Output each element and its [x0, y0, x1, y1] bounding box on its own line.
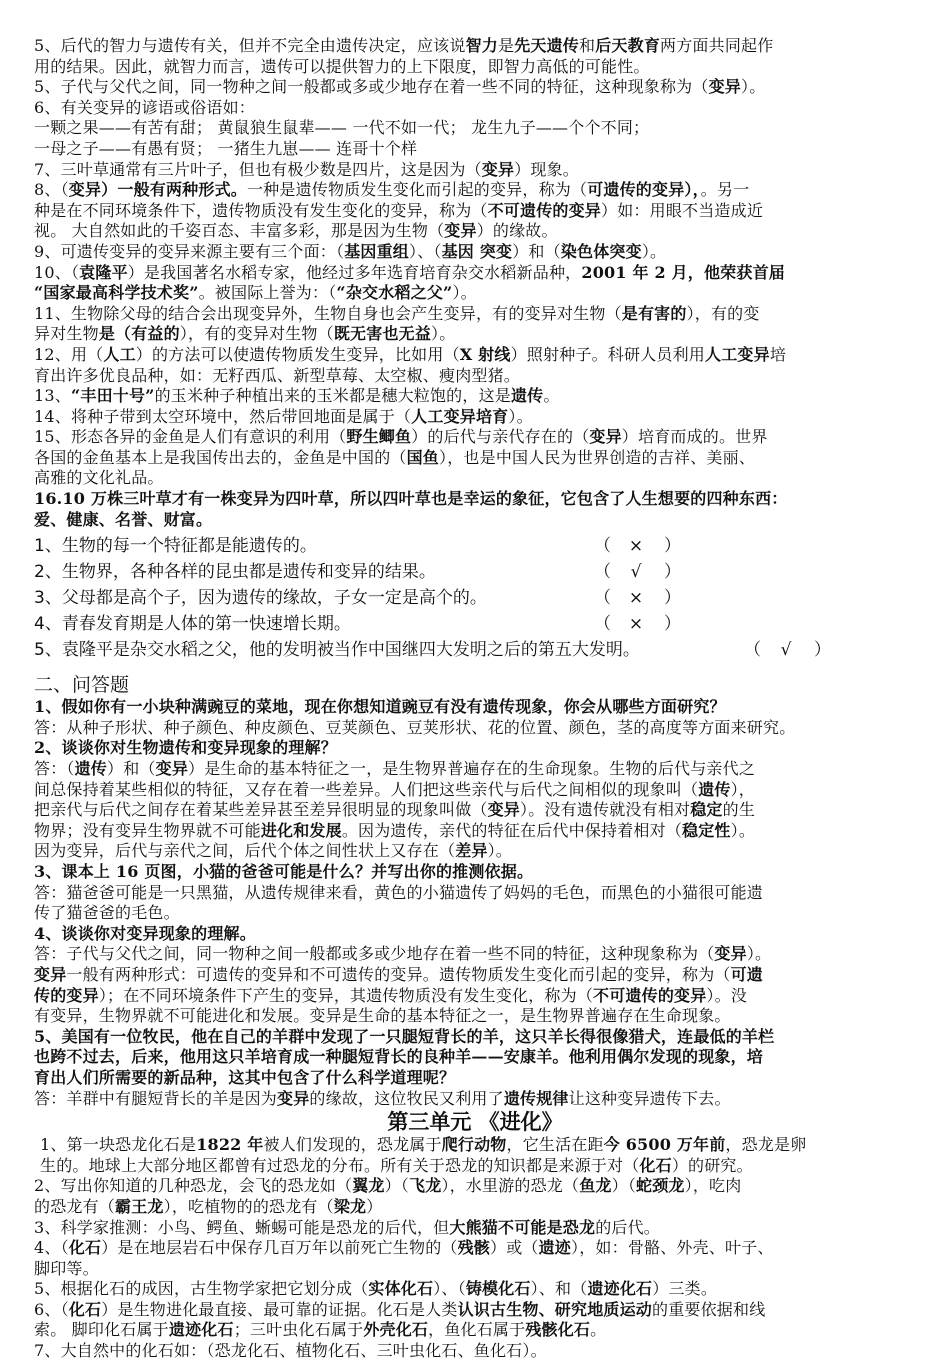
text-line: [34, 510, 916, 531]
text-run: ）和（: [512, 241, 561, 261]
text-run: 。另一: [700, 180, 750, 200]
text-run: 变异: [589, 427, 622, 447]
check-mark-icon: √: [630, 562, 642, 583]
text-run: 人工: [103, 344, 136, 364]
text-run: 答：从种子形状、种子颜色、种皮颜色、豆荚颜色、豆荚形状、花的位置、颜色，茎的高度等方面来研究。: [34, 717, 796, 737]
true-false-item: [34, 585, 916, 611]
text-run: 2、写出你知道的几种恐龙，会飞的恐龙如（: [34, 1176, 353, 1196]
text-run: 12、用（: [34, 344, 104, 364]
text-run: 人工变异: [705, 344, 770, 364]
text-run: ）如：用眼不当造成近: [601, 200, 764, 220]
text-run: 遗传: [510, 386, 544, 406]
text-line: [34, 139, 916, 160]
text-run: 野生鲫鱼: [346, 427, 412, 447]
evolution-line: [34, 1320, 916, 1341]
text-run: 让这种变异遗传下去。: [568, 1088, 731, 1108]
evolution-line: [34, 1259, 916, 1280]
text-run: 遗迹化石: [168, 1320, 234, 1340]
text-run: 遗传: [698, 779, 731, 799]
text-line: [34, 489, 916, 510]
text-run: ），有的变: [686, 303, 760, 323]
text-run: 外壳化石: [363, 1320, 429, 1340]
text-run: 实体化石: [368, 1279, 434, 1299]
text-run: 答：（: [34, 759, 75, 779]
text-run: ）（: [384, 1176, 409, 1196]
open-paren: （: [594, 536, 611, 557]
qa-line: [34, 821, 916, 842]
text-run: 变异: [277, 1088, 310, 1108]
qa-line: [34, 944, 916, 965]
close-paren: ）: [664, 562, 681, 583]
evolution-line: [34, 1218, 916, 1239]
text-run: ），水里游的恐龙（: [441, 1176, 580, 1196]
text-line: [34, 468, 916, 489]
text-run: 后天教育: [595, 36, 661, 55]
text-line: [34, 36, 916, 57]
evolution-notes: [34, 1135, 916, 1362]
text-run: ），吃植物的的恐龙有（: [163, 1196, 334, 1216]
text-run: 16.10 万株三叶草才有一株变异为四叶草，所以四叶草也是幸运的象征，它包含了人生想要的四种东西：: [34, 489, 788, 509]
text-run: 梁龙: [333, 1196, 367, 1216]
text-run: 传了猫爸爸的毛色。: [34, 903, 180, 923]
qa-section: [34, 697, 916, 1109]
text-run: 因为变异，后代与亲代之间，后代个体之间性状上又存在（: [34, 841, 456, 861]
text-run: 把亲代与后代之间存在着某些差异甚至差异很明显的现象叫做（: [34, 800, 488, 820]
true-false-item: [34, 533, 916, 559]
true-false-section: [34, 533, 916, 663]
text-run: “丰田十号”: [70, 386, 155, 406]
open-paren: （: [594, 562, 611, 583]
text-run: ）；在不同环境条件下产生的变异，其遗传物质没有发生变化，称为（: [98, 985, 594, 1005]
text-line: [34, 386, 916, 407]
text-run: 变异: [34, 964, 67, 984]
text-run: ）。: [431, 324, 456, 344]
text-run: 变异: [481, 159, 515, 179]
text-run: ）、（: [409, 241, 442, 261]
check-mark-icon: √: [780, 640, 792, 661]
text-run: ）。: [452, 283, 477, 303]
text-run: ）。没: [706, 985, 748, 1005]
text-run: 各国的金鱼基本上是我国传出去的，金鱼是中国的（: [34, 447, 407, 467]
text-run: 遗迹: [538, 1238, 572, 1258]
text-run: 的重要依据和线: [652, 1299, 766, 1319]
text-line: [34, 242, 916, 263]
text-run: 。: [543, 386, 560, 406]
true-false-item: [34, 637, 916, 663]
text-run: 国鱼: [406, 447, 440, 467]
text-run: ）现象。: [514, 159, 579, 179]
text-run: 变异: [487, 800, 521, 820]
text-run: ）和（: [107, 759, 156, 779]
text-run: ）的后代与亲代存在的（: [411, 427, 590, 447]
text-run: 15、形态各异的金鱼是人们有意识的利用（: [34, 427, 347, 447]
qa-line: [34, 759, 916, 780]
qa-line: [34, 965, 916, 986]
qa-line: [34, 697, 916, 718]
text-line: [34, 160, 916, 181]
text-run: 生的。地球上大部分地区都曾有过恐龙的分布。所有关于恐龙的知识都是来源于对（: [40, 1155, 640, 1175]
text-run: ）。: [730, 820, 756, 840]
text-run: 先天遗传: [514, 36, 580, 55]
text-run: 化石: [68, 1299, 102, 1319]
text-run: 变异: [708, 77, 741, 97]
text-run: 可遗传的变异），: [587, 180, 701, 200]
text-run: 2、谈谈你对生物遗传和变异现象的理解？: [34, 738, 337, 758]
text-run: 答：猫爸爸可能是一只黑猫，从遗传规律来看，黄色的小猫遗传了妈妈的毛色，而黑色的小猫很可能遗: [34, 882, 764, 902]
statement-text: 1、生物的每一个特征都是能遗传的。: [34, 536, 317, 557]
qa-line: [34, 924, 916, 945]
text-run: 化石: [68, 1238, 102, 1258]
text-run: 霸王龙: [115, 1196, 164, 1216]
text-run: 3、科学家推测：小鸟、鳄鱼、蜥蜴可能是恐龙的后代，但: [34, 1217, 450, 1237]
text-run: 7、三叶草通常有三片叶子，但也有极少数是四片，这是因为（: [34, 159, 482, 179]
text-run: ）的研究。: [671, 1155, 753, 1175]
text-run: 10、（: [34, 262, 80, 282]
text-run: 。: [590, 1320, 607, 1340]
text-run: 稳定性: [682, 820, 731, 840]
text-run: 种是在不同环境条件下，遗传物质没有发生变化的变异，称为（: [34, 200, 488, 220]
text-run: 5、根据化石的成因，古生物学家把它划分成（: [34, 1279, 369, 1299]
unit-three-title: 第三单元 《进化》: [387, 1109, 563, 1135]
cross-mark-icon: ×: [628, 536, 644, 557]
evolution-line: [34, 1300, 916, 1321]
text-run: 残骸化石: [525, 1320, 591, 1340]
qa-line: [34, 1027, 916, 1048]
qa-line: [34, 780, 916, 801]
qa-line: [34, 1068, 916, 1089]
text-run: 一种是遗传物质发生变化而引起的变异，称为（: [246, 180, 588, 200]
text-run: 育出许多优良品种，如：无籽西瓜、新型草莓、太空椒、瘦肉型猪。: [34, 365, 521, 385]
text-run: ，鱼化石属于: [428, 1320, 526, 1340]
text-run: ）照射种子。科研人员利用: [510, 344, 705, 364]
text-line: [34, 263, 916, 284]
text-run: 4、（: [34, 1238, 69, 1258]
text-run: “杂交水稻之父”: [336, 283, 453, 303]
qa-line: [34, 986, 916, 1007]
evolution-line: [34, 1135, 916, 1156]
qa-line: [34, 903, 916, 924]
qa-line: [34, 800, 916, 821]
text-run: 也跨不过去，后来，他用这只羊培育成一种腿短背长的良种羊——安康羊。他利用偶尔发现的现象，培: [34, 1047, 764, 1067]
text-run: 答：子代与父代之间，同一物种之间一般都或多或少地存在着一些不同的特征，这种现象称为（: [34, 944, 715, 964]
text-run: 变异: [155, 759, 189, 779]
text-run: ）培育而成的。世界: [621, 427, 768, 447]
qa-line: [34, 1047, 916, 1068]
text-run: 一颗之果——有苦有甜； 黄鼠狼生鼠辈—— 一代不如一代； 龙生九子——个个不同；: [34, 118, 650, 138]
text-run: 11、生物除父母的结合会出现变异外，生物自身也会产生变异，有的变异对生物（: [34, 303, 622, 323]
open-paren: （: [594, 614, 611, 635]
statement-text: 3、父母都是高个子，因为遗传的缘故，子女一定是高个的。: [34, 588, 487, 609]
text-run: 变异: [714, 944, 747, 964]
text-run: 一般有两种形式：可遗传的变异和不可遗传的变异。遗传物质发生变化而引起的变异，称为（: [66, 964, 731, 984]
text-run: 有变异，生物界就不可能进化和发展。变异是生命的基本特征之一，是生物界普遍存在生命现象。: [34, 1006, 731, 1026]
text-line: [34, 180, 916, 201]
text-run: 是: [498, 36, 515, 55]
text-run: 智力: [465, 36, 498, 55]
text-run: ）、（: [433, 1279, 466, 1299]
true-false-item: [34, 611, 916, 637]
text-run: 遗传: [74, 759, 108, 779]
text-run: 基因重组: [344, 241, 409, 261]
close-paren: ）: [664, 614, 681, 635]
text-run: 1、第一块恐龙化石是: [40, 1135, 197, 1155]
text-run: 稳定: [690, 800, 723, 820]
text-run: 1822 年: [196, 1135, 264, 1155]
text-line: [34, 118, 916, 139]
text-run: 14、将种子带到太空环境中，然后带回地面是属于（: [34, 406, 412, 426]
text-run: 染色体突变: [560, 241, 642, 261]
text-run: ）。: [641, 241, 667, 261]
text-run: ；三叶虫化石属于: [233, 1320, 364, 1340]
text-run: X 射线: [459, 344, 511, 364]
evolution-line: [34, 1197, 916, 1218]
text-run: 。因为遗传，亲代的特征在后代中保持着相对（: [341, 820, 683, 840]
text-run: ），也是中国人民为世界创造的吉祥、美丽、: [439, 447, 756, 467]
text-run: 间总保持着某些相似的特征，又存在着一些差异。人们把这些亲代与后代之间相似的现象叫（: [34, 779, 699, 799]
text-run: 被人们发现的，恐龙属于: [263, 1135, 442, 1155]
text-run: 6、（: [34, 1299, 69, 1319]
text-run: 既无害也无益: [333, 324, 432, 344]
text-line: [34, 427, 916, 448]
text-line: [34, 366, 916, 387]
text-run: 蛇颈龙: [636, 1176, 685, 1196]
text-run: 认识古生物、研究地质运动: [457, 1299, 652, 1319]
text-run: 5、后代的智力与遗传有关，但并不完全由遗传决定，应该说: [34, 36, 466, 55]
text-run: 脚印等。: [34, 1258, 99, 1278]
text-run: ）的缘故。: [476, 221, 558, 241]
text-line: [34, 98, 916, 119]
text-line: [34, 345, 916, 366]
text-run: 育出人们所需要的新品种，这其中包含了什么科学道理呢？: [34, 1067, 456, 1087]
qa-line: [34, 718, 916, 739]
text-line: [34, 221, 916, 242]
open-paren: （: [744, 640, 761, 661]
close-paren: ）: [664, 536, 681, 557]
text-run: 可遗: [730, 964, 764, 984]
evolution-line: [34, 1238, 916, 1259]
text-run: 5、美国有一位牧民，他在自己的羊群中发现了一只腿短背长的羊，这只羊长得很像猎犬，连最低的羊栏: [34, 1026, 775, 1046]
text-run: 的缘故，这位牧民又利用了: [309, 1088, 504, 1108]
text-run: ）、和（: [530, 1279, 588, 1299]
text-line: [34, 304, 916, 325]
text-run: 3、课本上 16 页图，小猫的爸爸可能是什么？并写出你的推测依据。: [34, 862, 534, 881]
text-run: 13、: [34, 386, 71, 406]
text-run: 是有害的: [621, 303, 687, 323]
text-run: 的玉米种子种植出来的玉米都是穗大粒饱的，这是: [154, 386, 511, 406]
text-run: 的后代。: [595, 1217, 661, 1237]
text-run: ，恐龙是卵: [725, 1135, 807, 1155]
text-run: 差异: [455, 841, 488, 861]
text-run: ）三类。: [652, 1279, 718, 1299]
close-paren: ）: [814, 640, 831, 661]
text-run: ）的方法可以使遗传物质发生变异，比如用（: [135, 344, 460, 364]
statement-text: 2、生物界，各种各样的昆虫都是遗传和变异的结果。: [34, 562, 436, 583]
true-false-item: [34, 559, 916, 585]
qa-line: [34, 883, 916, 904]
text-run: ）: [366, 1196, 383, 1216]
text-run: ）或（: [490, 1238, 539, 1258]
open-paren: （: [594, 588, 611, 609]
evolution-line: [34, 1279, 916, 1300]
text-run: 鱼龙: [579, 1176, 612, 1196]
text-run: 一母之子——有愚有贤； 一猪生九崽—— 连哥十个样: [34, 138, 418, 158]
text-run: 传的变异: [34, 985, 99, 1005]
text-run: 两方面共同起作: [660, 36, 774, 55]
text-run: 和: [579, 36, 596, 55]
evolution-line: [34, 1341, 916, 1362]
text-run: “国家最高科学技术奖”: [34, 283, 199, 303]
cross-mark-icon: ×: [628, 588, 644, 609]
text-run: 答：羊群中有腿短背长的羊是因为: [34, 1088, 278, 1108]
qa-line: [34, 841, 916, 862]
text-line: [34, 201, 916, 222]
text-run: 爬行动物: [441, 1135, 507, 1155]
text-run: 变异）一般有两种形式。: [68, 180, 247, 200]
text-run: 的恐龙有（: [34, 1196, 116, 1216]
text-run: 不可遗传的变异: [487, 200, 602, 220]
statement-text: 4、青春发育期是人体的第一快速增长期。: [34, 614, 351, 635]
text-run: ）。没有遗传就没有相对: [520, 800, 691, 820]
text-run: 视。 大自然如此的千姿百态、丰富多彩，那是因为生物（: [34, 221, 445, 241]
text-run: ）。: [508, 406, 533, 426]
text-run: ），吃肉: [684, 1176, 742, 1196]
evolution-line: [34, 1176, 916, 1197]
text-run: 是（有益的: [98, 324, 180, 344]
text-run: 大熊猫不可能是恐龙: [449, 1217, 596, 1237]
text-run: 。被国际上誉为：（: [198, 283, 337, 303]
text-run: 基因 突变: [441, 241, 513, 261]
text-run: 今 6500 万年前: [603, 1135, 726, 1155]
text-run: 4、谈谈你对变异现象的理解。: [34, 923, 256, 943]
qa-line: [34, 738, 916, 759]
text-run: ）是生命的基本特征之一，是生物界普遍存在的生命现象。生物的后代与亲代之: [188, 759, 756, 779]
qa-line: [34, 1089, 916, 1110]
text-run: 铸模化石: [465, 1279, 531, 1299]
text-run: 爱、健康、名誉、财富。: [34, 509, 213, 529]
statement-text: 5、袁隆平是杂交水稻之父，他的发明被当作中国继四大发明之后的第五大发明。: [34, 640, 640, 661]
text-run: 飞龙: [409, 1176, 442, 1196]
text-run: ，它生活在距: [506, 1135, 604, 1155]
text-run: 2001 年 2 月，他荣获首届: [581, 262, 785, 282]
text-run: 遗传规律: [503, 1088, 569, 1108]
cross-mark-icon: ×: [628, 614, 644, 635]
qa-line: [34, 1006, 916, 1027]
text-run: ）。: [746, 944, 772, 964]
text-run: 物界；没有变异生物界就不可能: [34, 820, 261, 840]
text-run: 1、假如你有一小块种满豌豆的菜地，现在你想知道豌豆有没有遗传现象，你会从哪些方面研究？: [34, 697, 726, 717]
text-run: 9、可遗传变异的变异来源主要有三个面：（: [34, 241, 345, 261]
text-run: 5、子代与父代之间，同一物种之间一般都或多或少地存在着一些不同的特征，这种现象称为（: [34, 77, 709, 97]
evolution-line: [34, 1156, 916, 1177]
text-run: 8、（: [34, 180, 69, 200]
text-run: ）是在地层岩石中保存几百万年以前死亡生物的（: [101, 1238, 458, 1258]
text-run: 遗迹化石: [587, 1279, 653, 1299]
text-run: ）。: [487, 841, 513, 861]
text-run: ）（: [611, 1176, 637, 1196]
text-line: [34, 407, 916, 428]
text-run: 高雅的文化礼品。: [34, 468, 164, 488]
text-run: 人工变异培育: [411, 406, 509, 426]
text-run: ），如：骨骼、外壳、叶子、: [571, 1238, 774, 1258]
text-run: 袁隆平: [79, 262, 128, 282]
text-run: 进化和发展: [260, 820, 342, 840]
text-run: 异对生物: [34, 324, 99, 344]
text-run: ）。: [741, 77, 766, 97]
text-run: ），: [730, 779, 756, 799]
text-line: [34, 57, 916, 78]
text-run: 培: [769, 344, 787, 364]
close-paren: ）: [664, 588, 681, 609]
genetics-variation-notes: [34, 36, 916, 530]
text-run: 6、有关变异的谚语或俗语如：: [34, 97, 255, 117]
text-run: 翼龙: [352, 1176, 385, 1196]
text-run: 残骸: [457, 1238, 490, 1258]
text-run: 7、大自然中的化石如：（恐龙化石、植物化石、三叶虫化石、鱼化石）。: [34, 1341, 547, 1361]
text-line: [34, 324, 916, 345]
text-line: [34, 448, 916, 469]
qa-line: [34, 862, 916, 883]
text-run: 变异: [444, 221, 477, 241]
text-run: 不可遗传的变异: [593, 985, 707, 1005]
text-line: [34, 283, 916, 304]
text-run: ）是生物进化最直接、最可靠的证据。化石是人类: [101, 1299, 458, 1319]
text-run: 化石: [639, 1155, 672, 1175]
text-run: 索。 脚印化石属于: [34, 1320, 169, 1340]
text-run: ）是我国著名水稻专家，他经过多年选育培育杂交水稻新品种，: [127, 262, 582, 282]
text-line: [34, 77, 916, 98]
text-run: 用的结果。因此，就智力而言，遗传可以提供智力的上下限度，即智力高低的可能性。: [34, 56, 650, 76]
text-run: ），有的变异对生物（: [179, 324, 334, 344]
section-title-qa: 二、问答题: [34, 674, 130, 697]
text-run: 的生: [722, 800, 756, 820]
